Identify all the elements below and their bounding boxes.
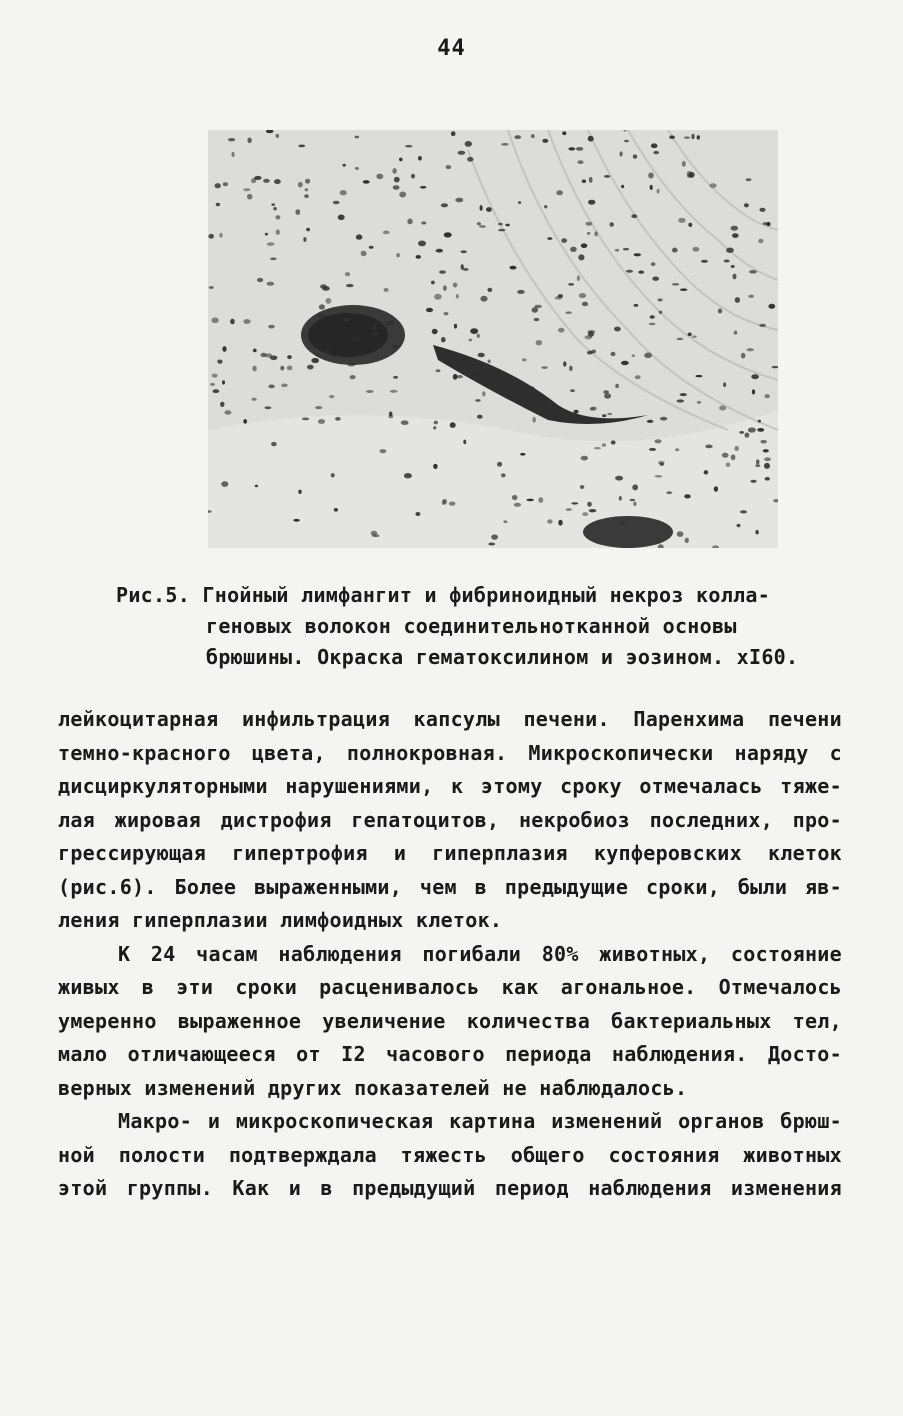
text-line: ления гиперплазии лимфоидных клеток. bbox=[58, 908, 503, 932]
text-line: лейкоцитарная инфильтрация капсулы печени. Паренхима печени bbox=[58, 707, 842, 731]
body-text bbox=[58, 703, 842, 1206]
caption-line: брюшины. Окраска гематоксилином и эозином. xI60. bbox=[206, 645, 799, 669]
text-line: ной полости подтверждала тяжесть общего состояния животных bbox=[58, 1142, 842, 1167]
text-line: (рис.6). Более выраженными, чем в предыдущие сроки, были яв- bbox=[58, 874, 842, 899]
text-line: Макро- и микроскопическая картина изменений органов брюш- bbox=[118, 1109, 842, 1133]
text-line: дисциркуляторными нарушениями, к этому сроку отмечалась тяже- bbox=[58, 774, 842, 798]
text-line: верных изменений других показателей не наблюдалось. bbox=[58, 1075, 688, 1100]
text-line: темно-красного цвета, полнокровная. Микроскопически наряду с bbox=[58, 740, 842, 765]
micrograph-image bbox=[208, 130, 778, 548]
caption-line: Рис.5. Гнойный лимфангит и фибриноидный некроз колла- bbox=[116, 583, 771, 607]
text-line: живых в эти сроки расценивалось как агональное. Отмечалось bbox=[58, 975, 842, 999]
text-line: К 24 часам наблюдения погибали 80% животных, состояние bbox=[118, 941, 842, 966]
figure-caption bbox=[116, 580, 836, 673]
micrograph-figure bbox=[208, 130, 778, 548]
text-line: грессирующая гипертрофия и гиперплазия купферовских клеток bbox=[58, 841, 842, 865]
text-line: мало отличающееся от I2 часового периода наблюдения. Досто- bbox=[58, 1042, 842, 1066]
page-number: 44 bbox=[437, 36, 466, 61]
text-line: лая жировая дистрофия гепатоцитов, некробиоз последних, про- bbox=[58, 807, 842, 832]
text-line: умеренно выраженное увеличение количества бактериальных тел, bbox=[58, 1008, 842, 1033]
caption-line: геновых волокон соединительнотканной основы bbox=[206, 614, 737, 638]
text-line: этой группы. Как и в предыдущий период наблюдения изменения bbox=[58, 1176, 842, 1200]
